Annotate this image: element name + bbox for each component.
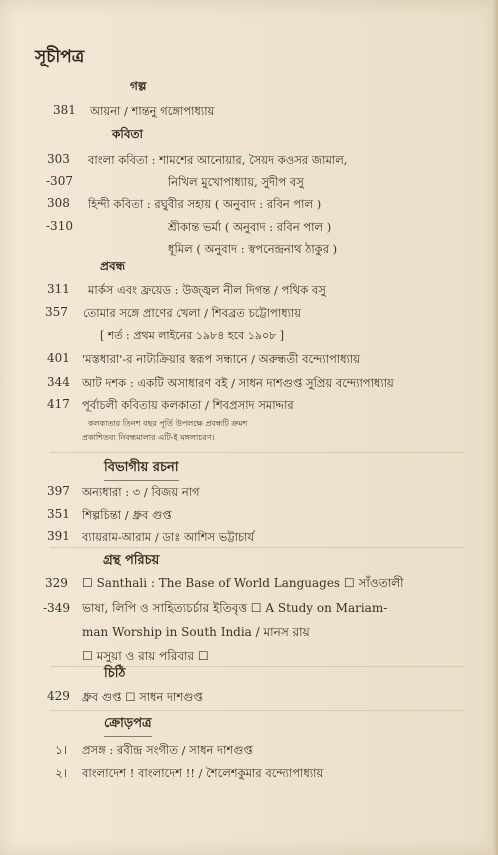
section-heading-probondho: প্রবন্ধ bbox=[100, 259, 126, 273]
entry-title: শ্রীকান্ত ভর্মা ( অনুবাদ : রবিন পাল ) bbox=[168, 220, 332, 234]
entry-page-number: 357 bbox=[45, 305, 68, 319]
entry-page-number: 311 bbox=[47, 282, 70, 296]
entry-page-number: 344 bbox=[47, 375, 70, 389]
entry-title: ধূমিল ( অনুবাদ : স্বপনেন্দ্রনাথ ঠাকুর ) bbox=[168, 242, 338, 256]
entry-title: অন্যধারা : ৩ / বিজয় নাগ bbox=[82, 485, 200, 499]
entry-title: মার্কস এবং ফ্রয়েড : উজ্জ্বল নীল দিগন্ত / পথিক বসু bbox=[88, 283, 326, 297]
entry-title: আট দশক : একটি অসাধারণ বই / সাধন দাশগুপ্ত সুপ্রিয় বন্দ্যোপাধ্যায় bbox=[82, 376, 394, 390]
entry-page-number: -349 bbox=[43, 601, 70, 615]
entry-title: ☐ মসুয়া ও রায় পরিবার ☐ bbox=[82, 649, 209, 663]
section-heading-golpo: গল্প bbox=[130, 79, 147, 93]
section-heading-grontho: গ্রন্থ পরিচয় bbox=[103, 553, 160, 568]
entry-page-number: 417 bbox=[47, 397, 70, 411]
entry-title: নিখিল মুখোপাধ্যায়, সুদীপ বসু bbox=[168, 175, 304, 189]
entry-title: তোমার সঙ্গে প্রাণের খেলা / শিবব্রত চট্টোপাধ্যায় bbox=[83, 306, 302, 320]
entry-title: ব্যায়রাম-আরাম / ডাঃ আশিস ভট্টাচার্য bbox=[82, 530, 255, 544]
entry-title: হিন্দী কবিতা : রঘুবীর সহায় ( অনুবাদ : রবিন পাল ) bbox=[88, 197, 322, 211]
page-edge bbox=[491, 0, 498, 855]
entry-page-number: -307 bbox=[46, 174, 73, 188]
entry-page-number: 397 bbox=[47, 484, 70, 498]
entry-title: man Worship in South India / মানস রায় bbox=[82, 625, 310, 639]
entry-title: ভাষা, লিপি ও সাহিত্যচর্চার ইতিবৃত্ত ☐ A Study on Mariam- bbox=[82, 601, 388, 615]
entry-title: ধ্রুব গুপ্ত ☐ সাধন দাশগুপ্ত bbox=[82, 690, 203, 704]
section-heading-kobita: কবিতা bbox=[112, 127, 143, 141]
divider bbox=[50, 710, 465, 711]
entry-page-number: 381 bbox=[53, 103, 76, 117]
section-heading-chithi: চিঠি bbox=[104, 666, 126, 681]
entry-page-number: 329 bbox=[45, 576, 68, 590]
entry-page-number: 429 bbox=[47, 689, 70, 703]
entry-title: বাংলাদেশ ! বাংলাদেশ !! / শৈলেশকুমার বন্দ্যোপাধ্যায় bbox=[82, 766, 324, 780]
entry-title: প্রসঙ্গ : রবীন্দ্র সংগীত / সাধন দাশগুপ্ত bbox=[82, 743, 253, 757]
divider bbox=[50, 547, 465, 548]
entry-page-number: ১। bbox=[55, 743, 68, 757]
entry-page-number: 303 bbox=[47, 152, 70, 166]
entry-title: আয়না / শান্তনু গঙ্গোপাধ্যায় bbox=[90, 104, 215, 118]
entry-page-number: ২। bbox=[55, 766, 68, 780]
entry-footnote: প্রকাশিতব্য নিবন্ধমালার এটি-ই মঙ্গলাচরণ। bbox=[82, 433, 215, 442]
entry-page-number: 308 bbox=[47, 196, 70, 210]
entry-page-number: -310 bbox=[46, 219, 73, 233]
entry-footnote: কলকাতার তিনশ বছর পূর্তি উপলক্ষে প্রবন্ধটি ক্রমশ bbox=[88, 419, 248, 428]
section-heading-bibhagiyo: বিভাগীয় রচনা bbox=[104, 458, 179, 481]
entry-title: ☐ Santhali : The Base of World Languages ☐ সাঁওতালী bbox=[82, 576, 404, 590]
entry-page-number: 351 bbox=[47, 507, 70, 521]
entry-page-number: 401 bbox=[47, 351, 70, 365]
section-heading-krorpotro: ক্রোড়পত্র bbox=[104, 714, 152, 737]
entry-note: [ শর্ত : প্রথম লাইনের ১৯৮৪ হবে ১৯০৮ ] bbox=[100, 329, 285, 342]
entry-title: বাংলা কবিতা : শামশের আনোয়ার, সৈয়দ কওসর জামাল, bbox=[88, 153, 348, 167]
entry-page-number: 391 bbox=[47, 529, 70, 543]
entry-title: শিল্পচিন্তা / ধ্রুব গুপ্ত bbox=[82, 508, 172, 522]
page-title: সূচীপত্র bbox=[35, 47, 85, 67]
entry-title: 'মস্তধারা'-র নাট্যক্রিয়ার স্বরূপ সন্ধানে / অরুন্ধতী বন্দ্যোপাধ্যায় bbox=[82, 352, 361, 366]
divider bbox=[50, 452, 465, 453]
entry-title: পূর্বাচলী কবিতায় কলকাতা / শিবপ্রসাদ সমাদ্দার bbox=[82, 398, 294, 412]
